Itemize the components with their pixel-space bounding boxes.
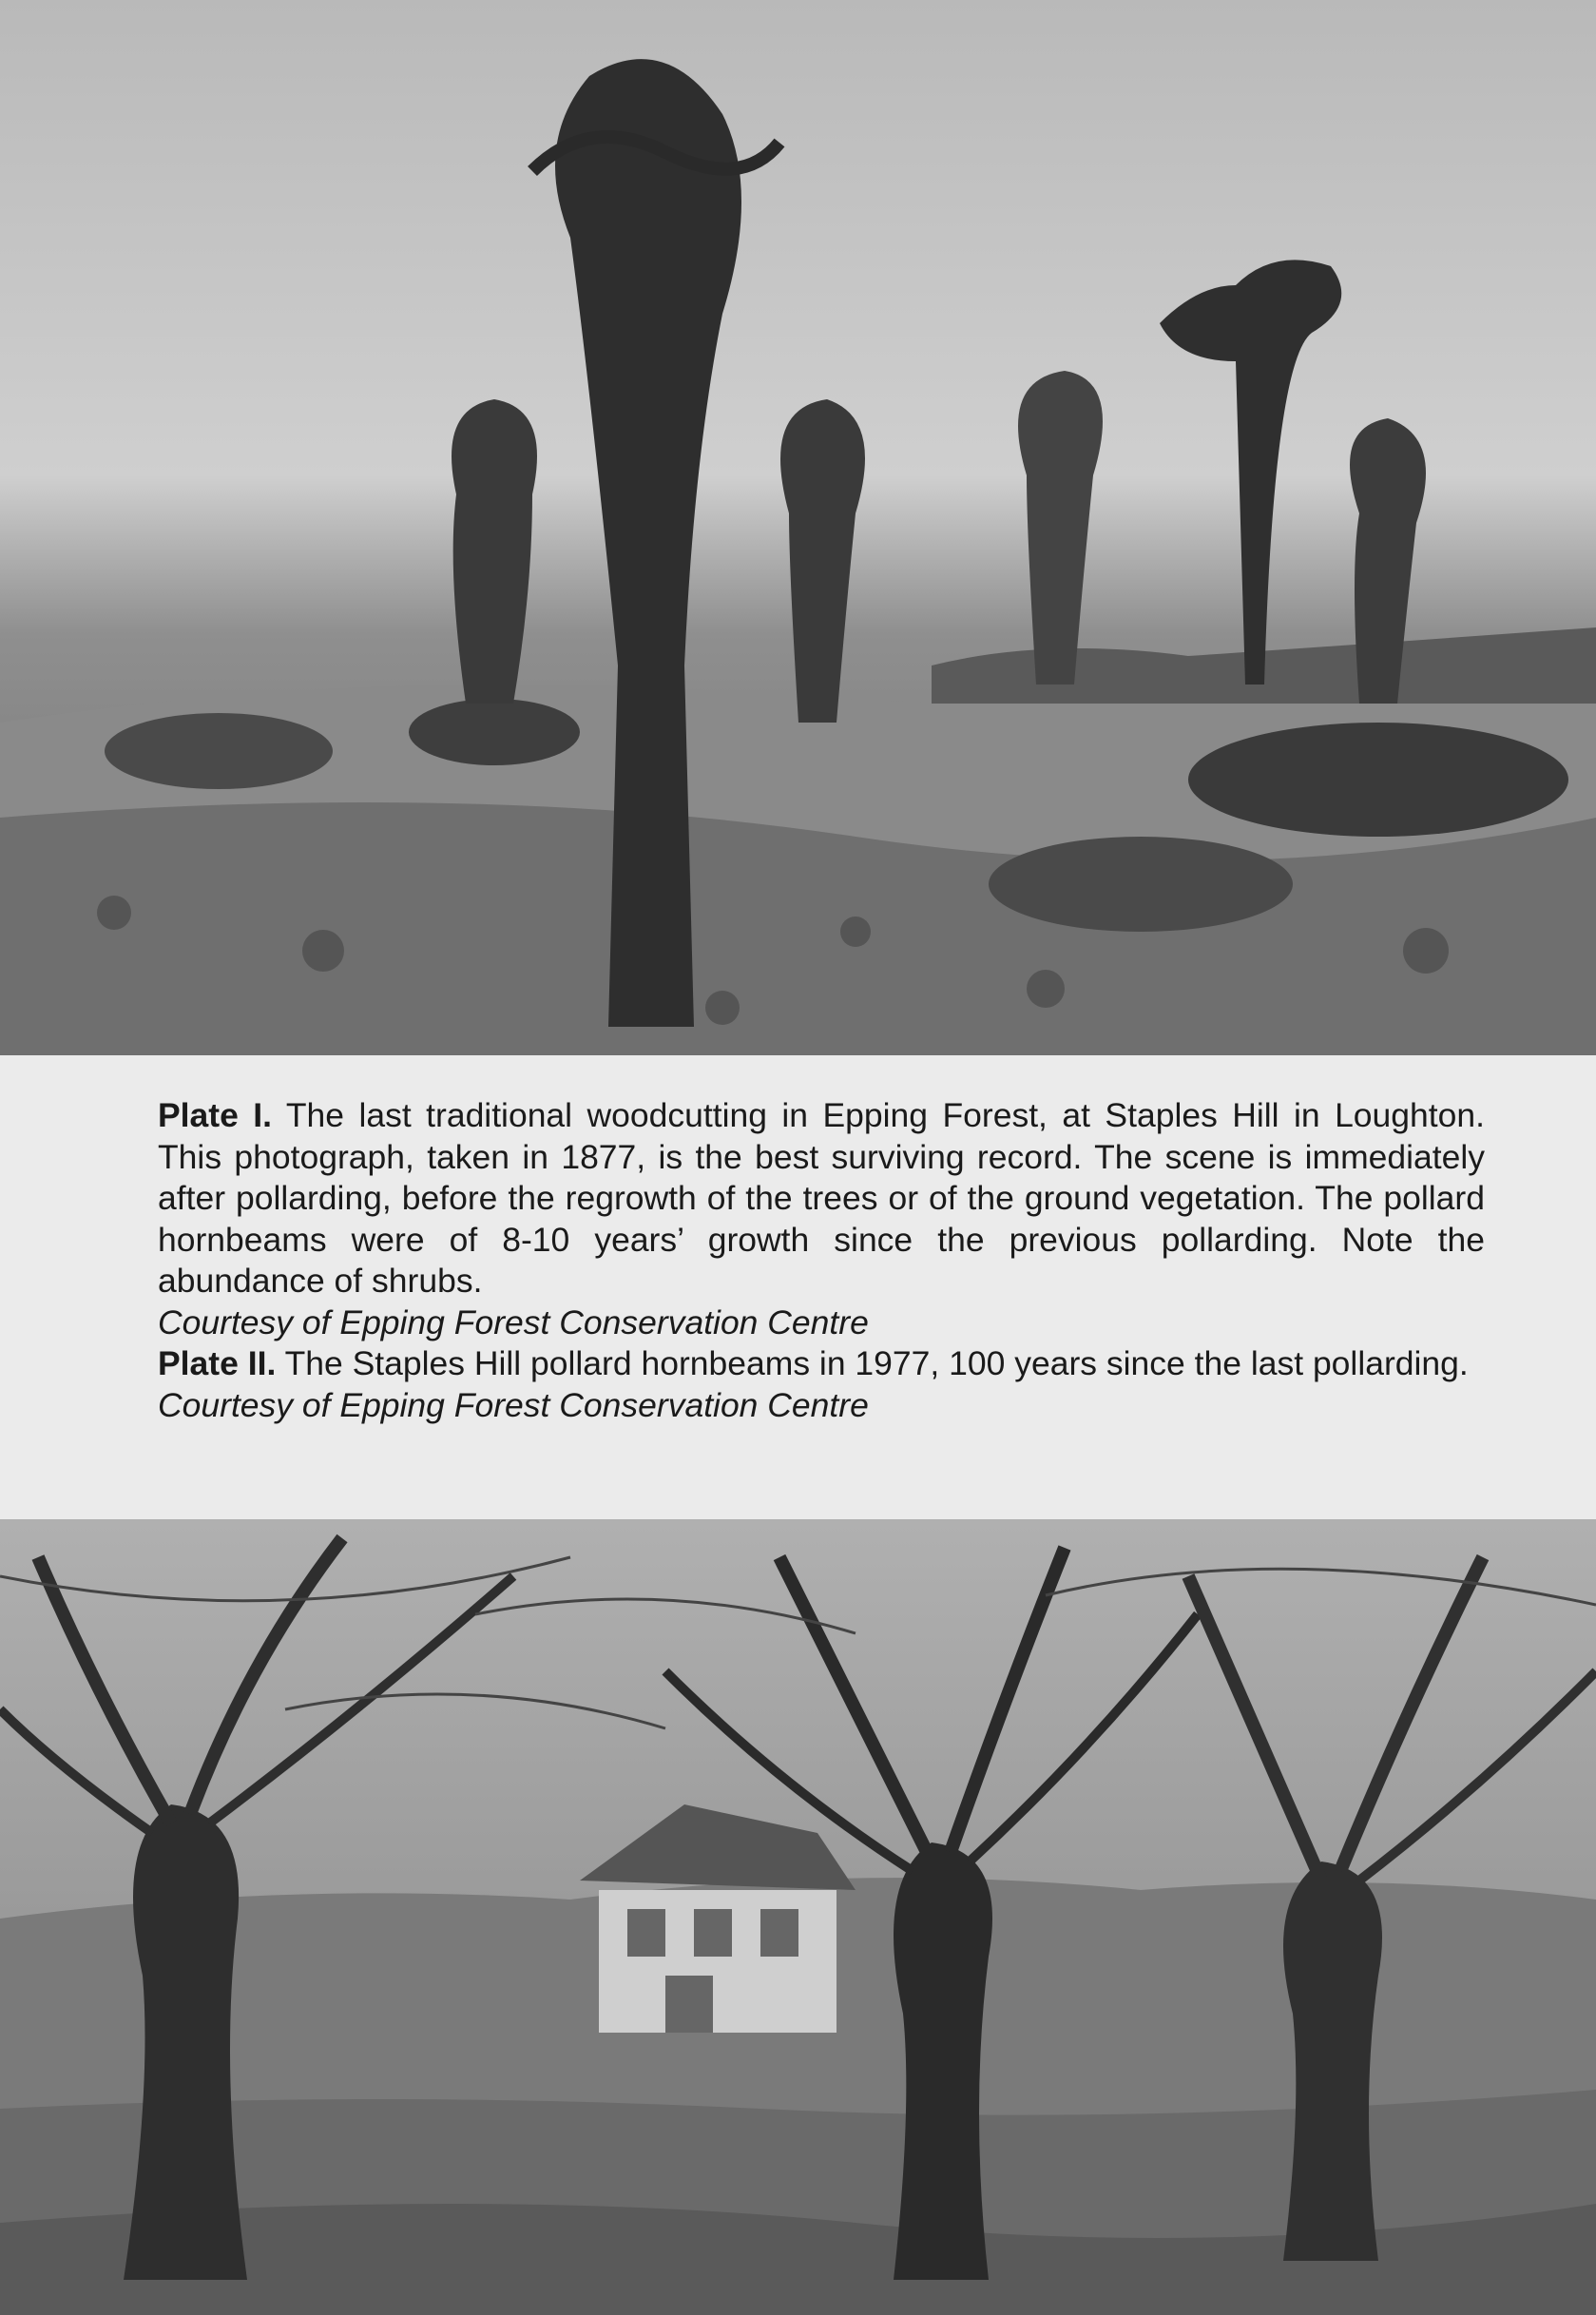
caption-block	[158, 1095, 1485, 1426]
plate-1-photo	[0, 0, 1596, 1055]
plate-2-label-period: .	[266, 1344, 277, 1382]
plate-2-credit: Courtesy of Epping Forest Conservation Centre	[158, 1385, 869, 1424]
plate-2-caption	[158, 1343, 1485, 1385]
plate-1-label: Plate I	[158, 1096, 263, 1134]
plate-2-photo	[0, 1519, 1596, 2315]
plate-1-caption	[158, 1095, 1485, 1302]
plate-1-caption-text: The last traditional woodcutting in Epping Forest, at Staples Hill in Loughton. This photograph, taken in 1877, is the best surviving record. The scene is immediately after pollarding, before the regrowth of the trees or of the ground vegetation. The pollard hornbeams were of 8-10 years’ growth since the previous pollarding. Note the abundance of shrubs.	[158, 1096, 1485, 1300]
plate-1-label-period: .	[262, 1096, 273, 1134]
plate-2-label: Plate II	[158, 1344, 267, 1382]
plate-1-credit: Courtesy of Epping Forest Conservation Centre	[158, 1302, 869, 1341]
plate-2-caption-text: The Staples Hill pollard hornbeams in 1977, 100 years since the last pollarding.	[284, 1344, 1469, 1382]
